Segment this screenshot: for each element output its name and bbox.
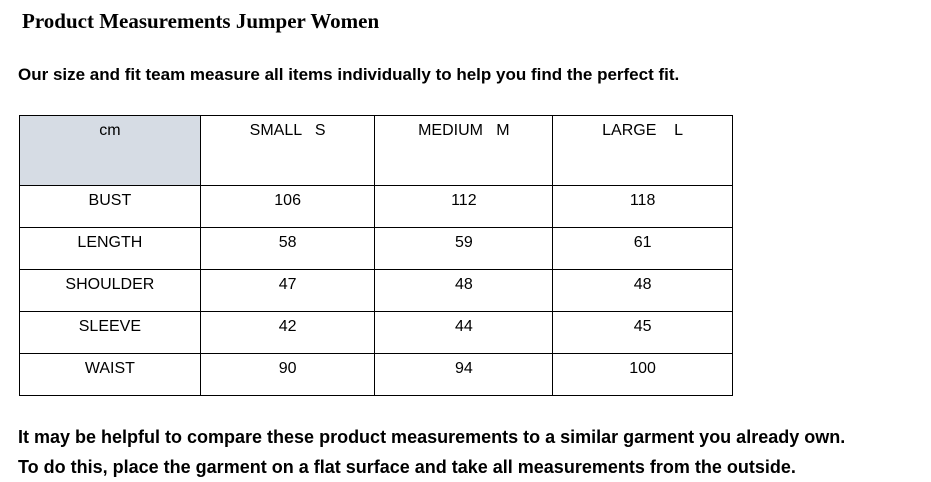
footer-note-line-2: To do this, place the garment on a flat surface and take all measurements from the outside.	[18, 457, 796, 477]
table-row-waist	[20, 354, 733, 396]
measurement-value: 61	[553, 228, 733, 270]
row-label: LENGTH	[20, 228, 201, 270]
footer-note-line-1: It may be helpful to compare these product measurements to a similar garment you already own.	[18, 427, 846, 447]
measurement-value: 42	[200, 312, 375, 354]
table-header-row	[20, 116, 733, 186]
measurement-value: 106	[200, 186, 375, 228]
row-label: WAIST	[20, 354, 201, 396]
footer-note	[18, 422, 913, 482]
measurement-value: 44	[375, 312, 553, 354]
page-title: Product Measurements Jumper Women	[22, 9, 380, 33]
intro-text: Our size and fit team measure all items individually to help you find the perfect fit.	[18, 65, 680, 84]
table-row-sleeve	[20, 312, 733, 354]
measurement-value: 45	[553, 312, 733, 354]
table-row-shoulder	[20, 270, 733, 312]
table-row-length	[20, 228, 733, 270]
measurement-value: 48	[553, 270, 733, 312]
column-header-large: LARGE L	[553, 116, 733, 186]
column-header-medium: MEDIUM M	[375, 116, 553, 186]
measurement-value: 118	[553, 186, 733, 228]
column-header-small: SMALL S	[200, 116, 375, 186]
measurement-value: 47	[200, 270, 375, 312]
row-label: BUST	[20, 186, 201, 228]
measurement-value: 59	[375, 228, 553, 270]
measurement-value: 112	[375, 186, 553, 228]
row-label: SHOULDER	[20, 270, 201, 312]
table-row-bust	[20, 186, 733, 228]
measurement-value: 58	[200, 228, 375, 270]
unit-header-cell: cm	[20, 116, 201, 186]
measurement-value: 100	[553, 354, 733, 396]
measurement-value: 90	[200, 354, 375, 396]
measurement-value: 48	[375, 270, 553, 312]
row-label: SLEEVE	[20, 312, 201, 354]
size-measurements-table	[19, 115, 733, 396]
measurement-value: 94	[375, 354, 553, 396]
